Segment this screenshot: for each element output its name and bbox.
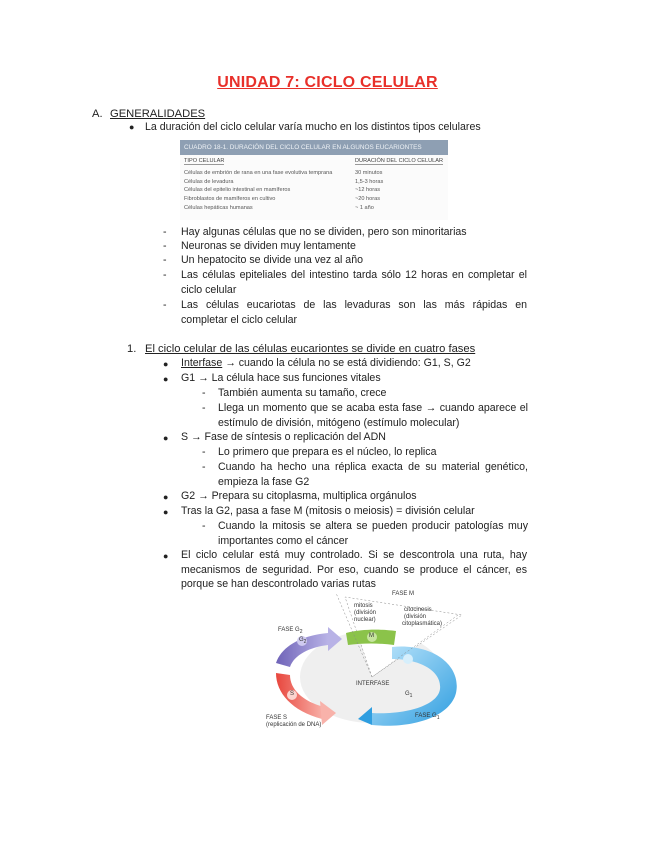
table-col-celltype	[184, 169, 332, 213]
table-cell: Células de levadura	[184, 178, 234, 185]
label-interfase: INTERFASE	[356, 681, 390, 687]
label-replicacion: (replicación de DNA)	[266, 722, 322, 728]
dash-icon: -	[163, 226, 167, 238]
sub-item: Cuando ha hecho una réplica exacta de su material genético, empieza la fase G2	[218, 461, 528, 488]
bullet-s: S → Fase de síntesis o replicación del ADN	[181, 431, 386, 443]
bullet-icon: ●	[163, 551, 169, 561]
table-cell: ~20 horas	[355, 196, 381, 203]
table-col1-header: TIPO CELULAR	[184, 158, 225, 164]
label-fase-g2: FASE $G_2$	[278, 627, 303, 636]
dash-item: Un hepatocito se divide una vez al año	[181, 254, 363, 266]
label-citocinesis: citocinesis	[404, 607, 432, 613]
dash-item: Las células eucariotas de las levaduras son las más rápidas en completar el ciclo celular	[181, 299, 527, 326]
label-g1-arrow: $G_1$	[405, 691, 413, 700]
duration-table	[180, 140, 448, 220]
dash-icon: -	[202, 520, 206, 532]
table-cell: 30 minutos	[355, 170, 383, 176]
dash-icon: -	[163, 240, 167, 252]
section-heading: GENERALIDADES	[110, 108, 206, 120]
table-cell: Células del epitelio intestinal en mamíferos	[184, 187, 291, 194]
label-s-arrow: S	[290, 691, 295, 697]
bullet-m: Tras la G2, pasa a fase M (mitosis o meiosis) = división celular	[181, 505, 475, 517]
g1-circle	[403, 654, 413, 664]
label-nuclear: nuclear)	[354, 617, 376, 623]
dash-item: Neuronas se dividen muy lentamente	[181, 240, 356, 252]
interfase-text: → cuando la célula no se está dividiendo: G1, S, G2	[225, 357, 471, 369]
sub-item: Lo primero que prepara es el núcleo, lo replica	[218, 446, 437, 458]
sub-item: Llega un momento que se acaba esta fase → cuando aparece el estímulo de división, mitógeno (estímulo molecular)	[218, 402, 528, 429]
label-fase-m: FASE M	[392, 591, 415, 597]
section-letter: A.	[92, 108, 103, 120]
table-cell: Células de embrión de rana en una fase evolutiva temprana	[184, 170, 333, 176]
dash-icon: -	[202, 461, 206, 473]
sub-item: También aumenta su tamaño, crece	[218, 387, 387, 399]
cell-cycle-diagram	[262, 585, 530, 735]
interfase-term: Interfase	[181, 357, 223, 369]
dash-icon: -	[202, 402, 206, 414]
dash-icon: -	[163, 254, 167, 266]
section-number: 1.	[127, 343, 137, 355]
dash-icon: -	[202, 387, 206, 399]
bullet-g1: G1 → La célula hace sus funciones vitales	[181, 372, 381, 384]
table-cell: Fibroblastos de mamíferos en cultivo	[184, 196, 276, 203]
dash-icon: -	[163, 269, 167, 281]
label-division-cit: (división	[404, 614, 427, 620]
table-cell: ~ 1 año	[355, 204, 374, 211]
bullet-icon: ●	[163, 507, 169, 517]
label-mitosis: mitosis	[354, 603, 373, 609]
bullet-icon: ●	[163, 492, 169, 502]
dash-item: Las células epiteliales del intestino tarda sólo 12 horas en completar el ciclo celular	[181, 269, 527, 296]
label-citoplasmatica: citoplasmática)	[402, 621, 443, 627]
label-fase-s: FASE S	[266, 715, 288, 721]
label-fase-g1: FASE $G_1$	[415, 713, 440, 722]
bullet-icon: ●	[163, 374, 169, 384]
sub-item: Cuando la mitosis se altera se pueden producir patologías muy importantes como el cáncer	[218, 520, 528, 547]
label-division: (división	[354, 610, 377, 616]
label-m-arrow: M	[369, 633, 374, 639]
table-col2-header: DURACIÓN DEL CICLO CELULAR	[355, 158, 444, 164]
dash-icon: -	[202, 446, 206, 458]
table-cell: ~12 horas	[355, 187, 381, 194]
table-cell: Células hepáticas humanas	[184, 204, 253, 211]
intro-bullet: La duración del ciclo celular varía mucho en los distintos tipos celulares	[145, 121, 481, 133]
table-caption: CUADRO 18-1. DURACIÓN DEL CICLO CELULAR EN ALGUNOS EUCARIONTES	[180, 140, 448, 155]
bullet-icon: ●	[129, 122, 135, 132]
table-col-duration	[355, 169, 383, 213]
bullet-icon: ●	[163, 433, 169, 443]
dash-item: Hay algunas células que no se dividen, pero son minoritarias	[181, 226, 467, 238]
dash-icon: -	[163, 299, 167, 311]
bullet-interfase	[181, 356, 527, 371]
bullet-icon: ●	[163, 359, 169, 369]
bullet-control: El ciclo celular está muy controlado. Si se descontrola una ruta, hay mecanismos de seguridad. Por eso, cuando se produce el cáncer, es porque se han descontrolado varias rutas	[181, 549, 527, 591]
table-cell: 1,5-3 horas	[355, 178, 384, 185]
label-g2-arrow: $G_2$	[299, 637, 307, 646]
bullet-g2: G2 → Prepara su citoplasma, multiplica orgánulos	[181, 490, 417, 502]
section-heading-phases: El ciclo celular de las células eucariontes se divide en cuatro fases	[145, 343, 476, 355]
cell-cycle-svg	[262, 585, 530, 735]
page-title: UNIDAD 7: CICLO CELULAR	[217, 74, 438, 91]
